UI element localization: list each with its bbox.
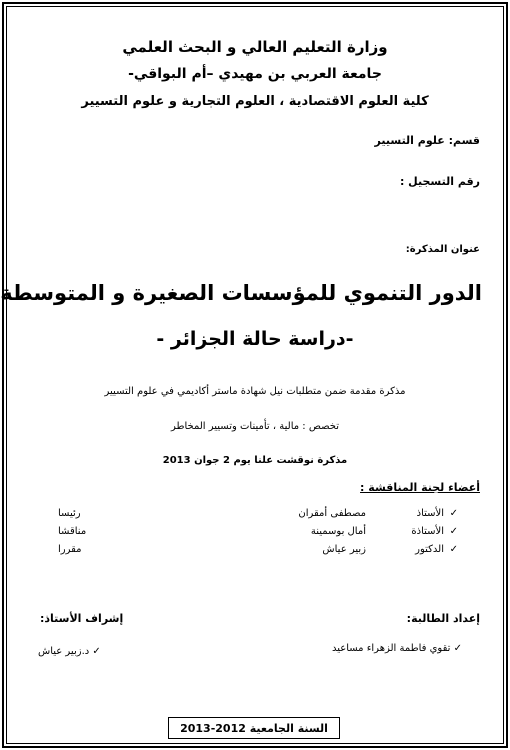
submission-note: مذكرة مقدمة ضمن متطلبات نيل شهادة ماستر أكاديمي في علوم التسيير — [104, 386, 406, 397]
jury-member-name: أمال بوسمينة — [310, 526, 366, 537]
jury-heading: أعضاء لجنة المناقشة : — [360, 481, 480, 494]
jury-member-role: مقررا — [58, 544, 82, 555]
jury-member-name: زبير عياش — [322, 544, 366, 555]
jury-member-title: الأستاذة — [411, 526, 444, 537]
jury-member-title: الأستاذ — [416, 508, 444, 519]
specialty-note: تخصص : مالية ، تأمينات وتسيير المخاطر — [170, 421, 339, 432]
check-icon: ✓ — [449, 526, 458, 537]
check-icon: ✓ — [449, 544, 458, 555]
students-label: إعداد الطالبة: — [406, 612, 480, 625]
faculty-name: كلية العلوم الاقتصادية ، العلوم التجارية و علوم التسيير — [81, 94, 429, 109]
page-border-inner — [6, 6, 504, 744]
university-name: جامعة العربي بن مهيدي –أم البواقي- — [128, 66, 382, 82]
supervisor-label: إشراف الأستاذ: — [40, 612, 124, 625]
registration-number-label: رقم التسجيل : — [399, 175, 480, 188]
defense-date-note: مذكرة نوقشت علنا يوم 2 جوان 2013 — [162, 455, 348, 466]
academic-year-box — [168, 717, 340, 739]
jury-member-row — [58, 544, 458, 562]
supervisor-name: ✓ د.زبير عياش — [38, 646, 101, 657]
jury-member-role: رئيسا — [58, 508, 81, 519]
jury-member-row — [58, 508, 458, 526]
thesis-title-line1: الدور التنموي للمؤسسات الصغيرة و المتوسطة — [0, 281, 482, 305]
jury-member-role: مناقشا — [58, 526, 87, 537]
thesis-title-label: عنوان المذكرة: — [405, 244, 480, 255]
department-label: قسم: علوم التسيير — [374, 134, 480, 147]
jury-member-title: الدكتور — [415, 544, 444, 555]
student-name: ✓ تقوي فاطمة الزهراء مساعيد — [331, 643, 462, 654]
check-icon: ✓ — [449, 508, 458, 519]
ministry-name: وزارة التعليم العالي و البحث العلمي — [122, 38, 388, 56]
academic-year: السنة الجامعية 2012-2013 — [180, 721, 328, 735]
jury-member-row — [58, 526, 458, 544]
thesis-title-line2: -دراسة حالة الجزائر - — [156, 328, 354, 350]
jury-member-name: مصطفى أمقران — [298, 508, 366, 519]
